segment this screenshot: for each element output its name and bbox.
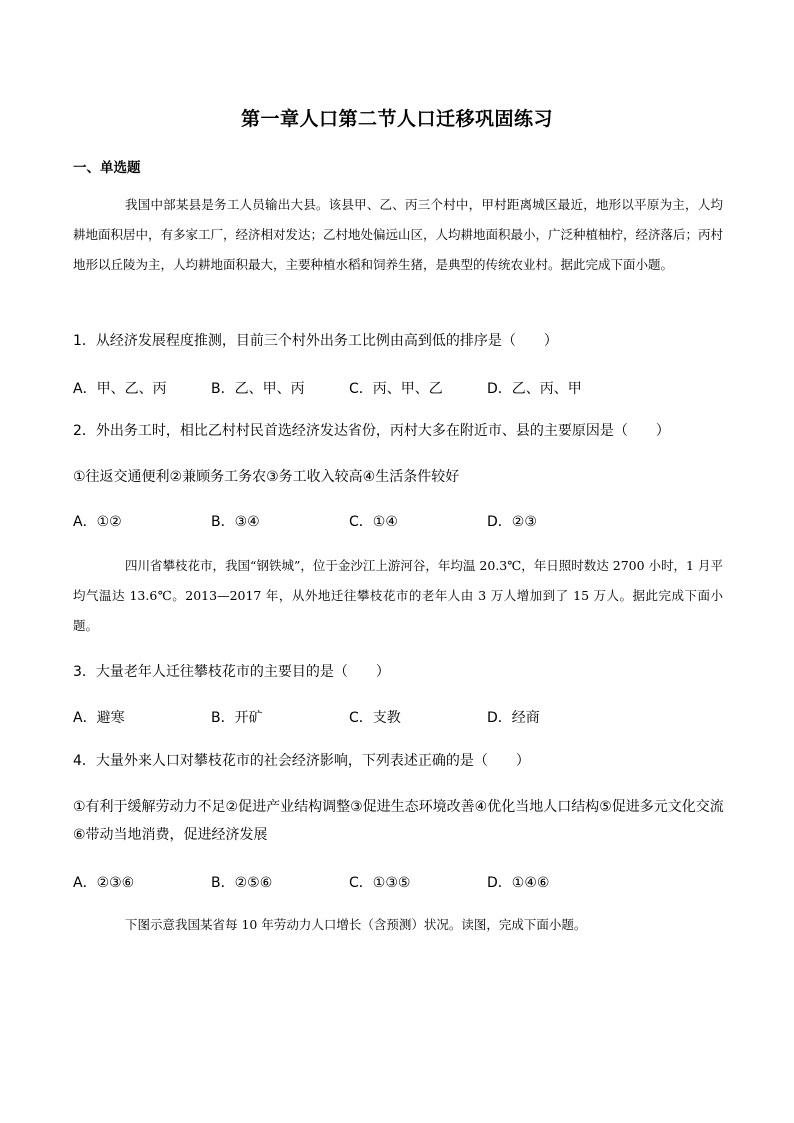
reading-passage-2	[73, 551, 723, 641]
question-3-stem: 3．大量老年人迁往攀枝花市的主要目的是（ ）	[73, 664, 390, 680]
reading-passage-3	[73, 910, 723, 940]
option-c[interactable]: C．①④	[349, 514, 398, 530]
passage-2-text: 四川省攀枝花市，我国“钢铁城”，位于金沙江上游河谷，年均温 20.3℃，年日照时数达 2700 小时，1 月平均气温达 13.6℃。2013—2017 年，从外地迁往攀枝花市的老年人由 3 万人增加到了 15 万人。据此完成下面小题。	[73, 558, 723, 633]
option-b[interactable]: B．开矿	[211, 710, 263, 726]
option-b[interactable]: B．②⑤⑥	[211, 875, 273, 891]
section-heading: 一、单选题	[73, 160, 141, 176]
question-2-options	[73, 511, 625, 531]
page-title: 第一章人口第二节人口迁移巩固练习	[240, 108, 553, 130]
option-d[interactable]: D．乙、丙、甲	[487, 381, 582, 397]
option-c[interactable]: C．丙、甲、乙	[349, 381, 443, 397]
option-a[interactable]: A．①②	[73, 514, 122, 530]
option-c[interactable]: C．①③⑤	[349, 875, 411, 891]
question-4-statements: ①有利于缓解劳动力不足②促进产业结构调整③促进生态环境改善④优化当地人口结构⑤促进多元文化交流⑥带动当地消费，促进经济发展	[73, 799, 724, 843]
question-2-stem: 2．外出务工时，相比乙村村民首选经济发达省份，丙村大多在附近市、县的主要原因是（ ）	[73, 423, 670, 439]
option-a[interactable]: A．②③⑥	[73, 875, 135, 891]
question-4-options	[73, 872, 625, 892]
passage-1-text: 我国中部某县是务工人员输出大县。该县甲、乙、丙三个村中，甲村距离城区最近，地形以平原为主，人均耕地面积居中，有多家工厂，经济相对发达；乙村地处偏远山区，人均耕地面积最小，广泛种植柚柠，经济落后；丙村地形以丘陵为主，人均耕地面积最大，主要种植水稻和饲养生猪，是典型的传统农业村。据此完成下面小题。	[73, 197, 724, 272]
question-1-stem: 1．从经济发展程度推测，目前三个村外出务工比例由高到低的排序是（ ）	[73, 333, 558, 349]
question-1-options	[73, 378, 625, 398]
passage-3-text: 下图示意我国某省每 10 年劳动力人口增长（含预测）状况。读图，完成下面小题。	[125, 917, 587, 932]
question-2-statements: ①往返交通便利②兼顾务工务农③务工收入较高④生活条件较好	[73, 469, 460, 485]
option-d[interactable]: D．经商	[487, 710, 540, 726]
option-a[interactable]: A．甲、乙、丙	[73, 381, 167, 397]
option-b[interactable]: B．乙、甲、丙	[211, 381, 305, 397]
option-a[interactable]: A．避寒	[73, 710, 125, 726]
reading-passage-1	[73, 190, 723, 280]
option-c[interactable]: C．支教	[349, 710, 401, 726]
question-3-options	[73, 707, 625, 727]
option-d[interactable]: D．②③	[487, 514, 537, 530]
option-b[interactable]: B．③④	[211, 514, 260, 530]
option-d[interactable]: D．①④⑥	[487, 875, 550, 891]
question-4-stem: 4．大量外来人口对攀枝花市的社会经济影响，下列表述正确的是（ ）	[73, 753, 530, 769]
